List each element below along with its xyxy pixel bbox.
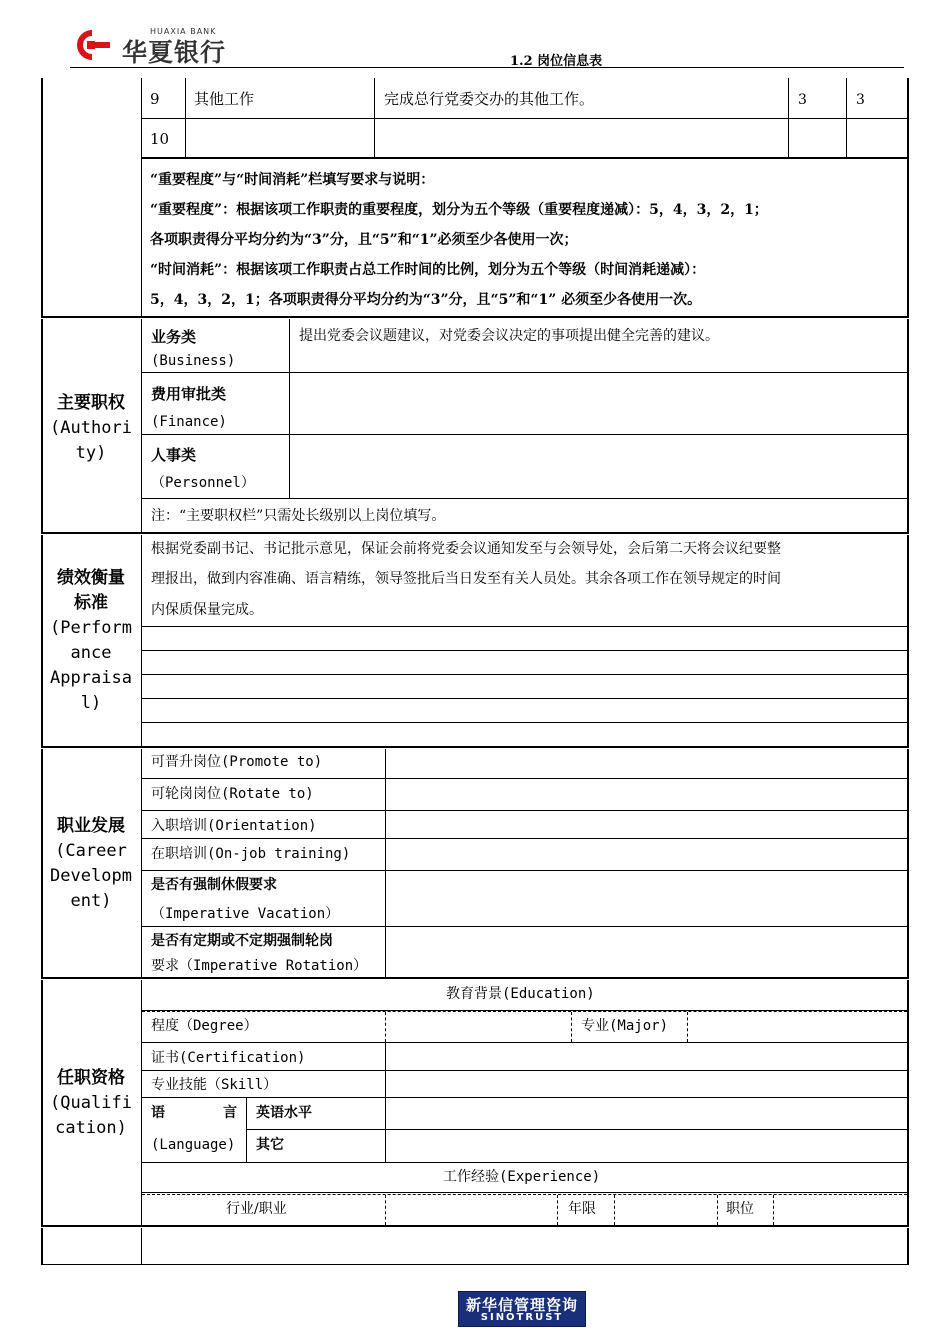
career-label-vacation: 是否有强制休假要求 <box>151 877 277 893</box>
footer-logo-en: SINOTRUST <box>480 1312 564 1323</box>
section-title-line: (Authori <box>50 418 132 438</box>
section-title-line: ty) <box>75 443 107 463</box>
position-label: 职位 <box>726 1201 754 1217</box>
section-title-line: cation) <box>55 1118 127 1138</box>
section-title-line: 绩效衡量 <box>57 568 125 588</box>
language-label-en: (Language) <box>151 1137 236 1153</box>
section-title-line: Appraisa <box>50 668 132 688</box>
section-title-line: (Perform <box>50 618 132 638</box>
footer-logo-cn: 新华信管理咨询 <box>465 1296 578 1314</box>
language-label-part2: 言 <box>223 1105 237 1121</box>
career-label-vacation-en: （Imperative Vacation） <box>151 906 340 922</box>
certification-label: 证书(Certification) <box>151 1050 306 1066</box>
section-title-line: (Qualifi <box>50 1093 132 1113</box>
performance-line: 根据党委副书记、书记批示意见，保证会前将党委会议通知发至与会领导处，会后第二天将会议纪要整 <box>151 541 781 557</box>
career-label-rotate: 可轮岗岗位(Rotate to) <box>151 786 314 802</box>
education-header: 教育背景(Education) <box>446 986 595 1002</box>
authority-label: 费用审批类 <box>151 385 227 403</box>
duty-name: 其他工作 <box>194 90 255 108</box>
other-language-label: 其它 <box>256 1137 284 1153</box>
section-title-line: 标准 <box>74 593 108 613</box>
authority-value: 提出党委会议题建议，对党委会议决定的事项提出健全完善的建议。 <box>299 328 719 344</box>
major-label: 专业(Major) <box>581 1018 669 1034</box>
language-label-part1: 语 <box>151 1105 165 1121</box>
bank-name-en: HUAXIA BANK <box>150 27 217 36</box>
career-label-training: 在职培训(On-job training) <box>151 846 351 862</box>
degree-label: 程度（Degree） <box>151 1018 258 1034</box>
note-line: 各项职责得分平均分约为“3”分，且“5”和“1”必须至少各使用一次； <box>150 232 578 248</box>
duty-number: 10 <box>150 130 170 148</box>
authority-label: 业务类 <box>151 328 197 346</box>
authority-label-en: (Finance) <box>151 414 227 430</box>
section-title-line: Developm <box>50 866 132 886</box>
duty-time: 3 <box>856 92 865 108</box>
authority-note: 注：“主要职权栏”只需处长级别以上岗位填写。 <box>151 508 446 524</box>
note-line: 5，4，3，2，1；各项职责得分平均分约为“3”分，且“5”和“1” 必须至少各使用一次。 <box>150 292 702 308</box>
section-title-line: (Career <box>55 841 127 861</box>
duty-importance: 3 <box>798 92 807 108</box>
english-level-label: 英语水平 <box>256 1105 312 1121</box>
authority-label: 人事类 <box>151 446 197 464</box>
doc-title: 1.2 岗位信息表 <box>510 54 603 69</box>
section-title-line: 任职资格 <box>57 1068 125 1088</box>
section-title-line: 主要职权 <box>57 393 125 413</box>
section-title-line: ent) <box>70 891 112 911</box>
section-title-line: ance <box>70 643 112 663</box>
years-label: 年限 <box>568 1201 596 1217</box>
section-title-line: 职业发展 <box>57 816 125 836</box>
note-line: “时间消耗”：根据该项工作职责占总工作时间的比例，划分为五个等级（时间消耗递减）： <box>150 262 706 278</box>
performance-line: 内保质保量完成。 <box>151 602 263 618</box>
section-title-line: l) <box>80 693 102 713</box>
career-label-rotation-en: 要求（Imperative Rotation） <box>151 958 368 974</box>
experience-header: 工作经验(Experience) <box>443 1169 601 1185</box>
skill-label: 专业技能（Skill） <box>151 1077 278 1093</box>
career-label-promote: 可晋升岗位(Promote to) <box>151 754 323 770</box>
note-line: “重要程度”：根据该项工作职责的重要程度，划分为五个等级（重要程度递减）：5，4，3，2，1； <box>150 202 768 218</box>
duty-number: 9 <box>150 90 160 108</box>
note-line: “重要程度”与“时间消耗”栏填写要求与说明： <box>150 172 435 188</box>
industry-label: 行业/职业 <box>226 1201 287 1217</box>
sinotrust-logo <box>458 1291 586 1327</box>
authority-label-en: （Personnel） <box>151 475 255 491</box>
performance-line: 理报出，做到内容准确、语言精练，领导签批后当日发至有关人员处。其余各项工作在领导规定的时间 <box>151 571 781 587</box>
career-label-orientation: 入职培训(Orientation) <box>151 818 317 834</box>
bank-name-cn: 华夏银行 <box>122 38 227 67</box>
duty-description: 完成总行党委交办的其他工作。 <box>384 90 595 108</box>
career-label-rotation: 是否有定期或不定期强制轮岗 <box>151 933 333 949</box>
authority-label-en: (Business) <box>151 353 236 369</box>
